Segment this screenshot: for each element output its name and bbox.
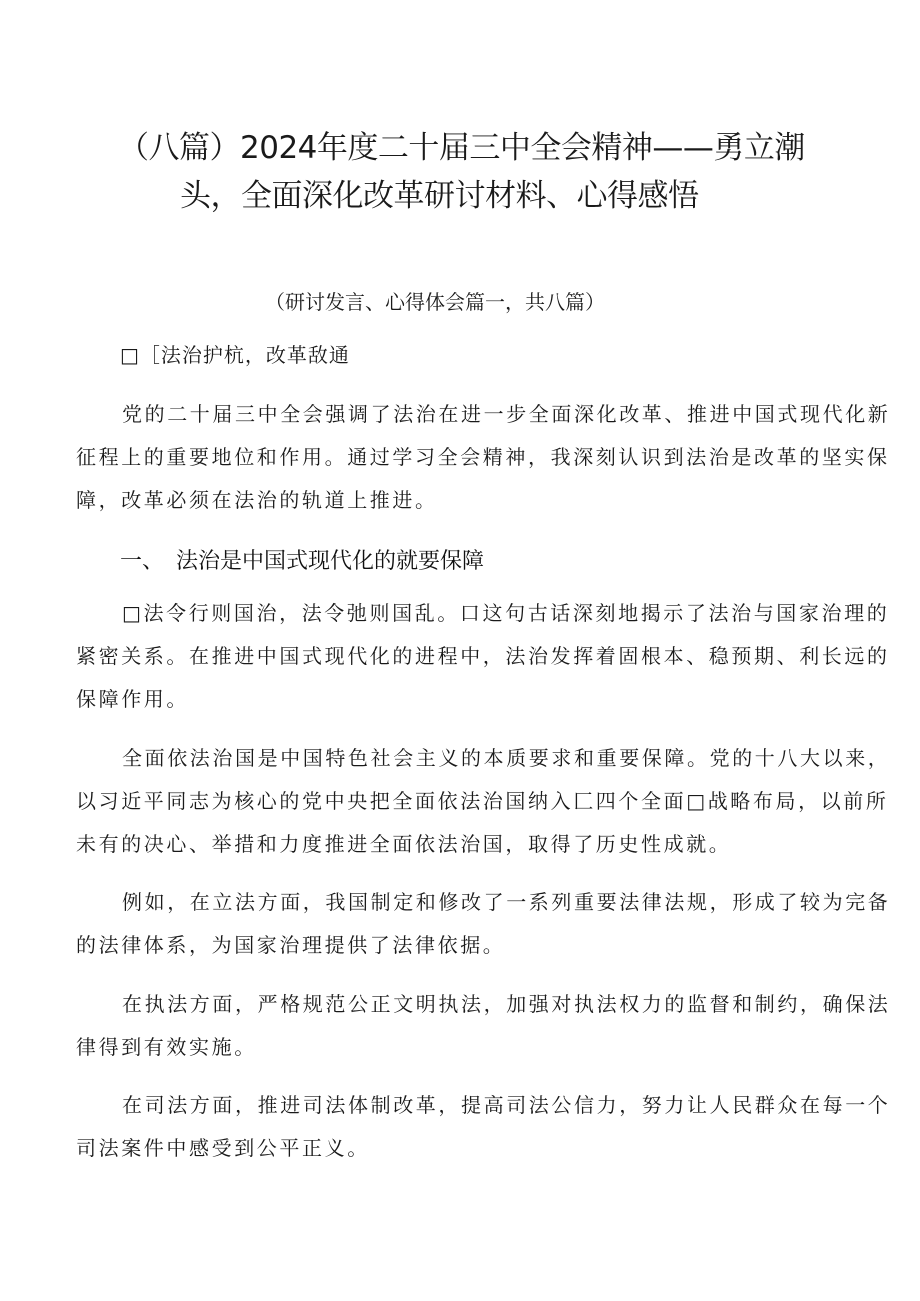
paragraph-line: 例如，在立法方面，我国制定和修改了一系列重要法律法规，形成了较为完备 (122, 890, 891, 914)
paragraph-line: 的法律体系，为国家治理提供了法律依据。 (76, 933, 506, 957)
paragraph-5 (76, 983, 891, 1069)
title-line-2: 头，全面深化改革研讨材料、心得感悟 (180, 178, 699, 214)
paragraph-line: □法令行则国治，法令弛则国乱。口这句古话深刻地揭示了法治与国家治理的 (122, 601, 890, 625)
paragraph-3 (76, 737, 891, 866)
paragraph-line: 全面依法治国是中国特色社会主义的本质要求和重要保障。党的十八大以来， (122, 746, 891, 770)
document-subtitle: （研讨发言、心得体会篇一，共八篇） (265, 290, 605, 314)
paragraph-1 (76, 393, 891, 522)
paragraph-line: 未有的决心、举措和力度推进全面依法治国，取得了历史性成就。 (76, 832, 732, 856)
title-line-1: （八篇）2024年度二十届三中全会精神——勇立潮 (118, 130, 805, 166)
section-heading-1 (120, 545, 484, 579)
paragraph-line: 在司法方面，推进司法体制改革，提高司法公信力，努力让人民群众在每一个 (122, 1093, 891, 1117)
section-number: 一、 (120, 549, 165, 574)
paragraph-line: 党的二十届三中全会强调了法治在进一步全面深化改革、推进中国式现代化新 (122, 402, 891, 426)
paragraph-line: 司法案件中感受到公平正义。 (76, 1136, 370, 1160)
paragraph-line: 紧密关系。在推进中国式现代化的进程中，法治发挥着固根本、稳预期、利长远的 (76, 644, 890, 668)
document-title (118, 124, 818, 220)
section-title: 法治是中国式现代化的就要保障 (176, 549, 485, 574)
paragraph-line: 征程上的重要地位和作用。通过学习全会精神，我深刻认识到法治是改革的坚实保 (76, 445, 890, 469)
paragraph-line: 在执法方面，严格规范公正文明执法，加强对执法权力的监督和制约，确保法 (122, 992, 891, 1016)
paragraph-line: 障，改革必须在法治的轨道上推进。 (76, 488, 438, 512)
paragraph-line: 保障作用。 (76, 687, 189, 711)
paragraph-4 (76, 881, 891, 967)
paragraph-line: 律得到有效实施。 (76, 1035, 257, 1059)
lead-line: □［法治护杭，改革敌通 (120, 343, 350, 367)
paragraph-6 (76, 1084, 891, 1170)
paragraph-2 (76, 592, 890, 721)
paragraph-line: 以习近平同志为核心的党中央把全面依法治国纳入匚四个全面□战略布局，以前所 (76, 789, 889, 813)
